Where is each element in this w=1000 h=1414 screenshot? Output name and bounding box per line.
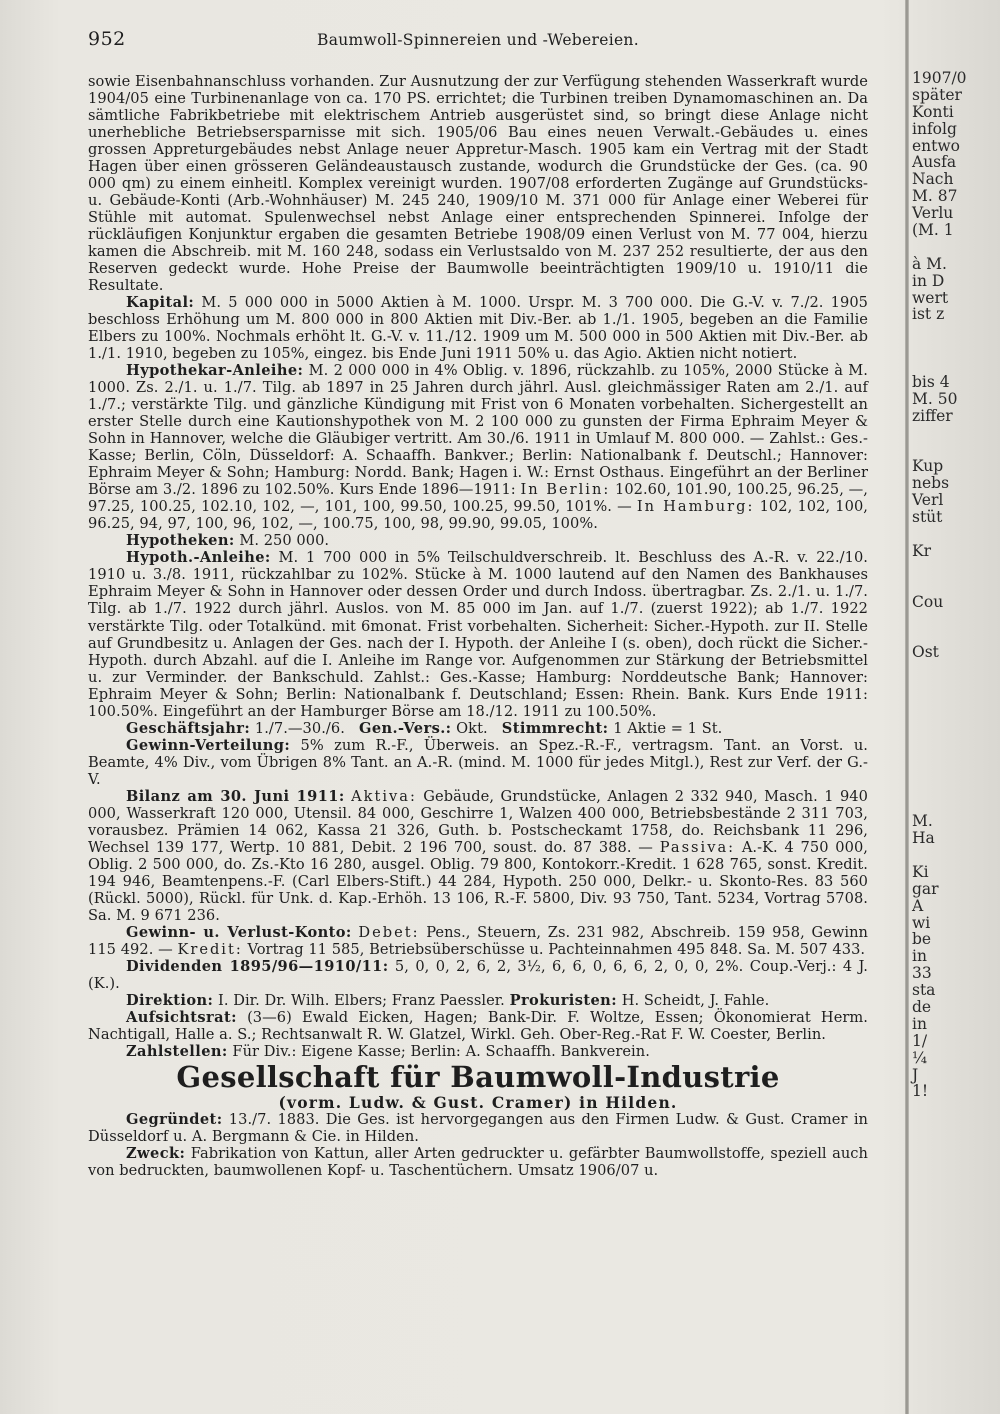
- adjacent-line: 1907/0: [912, 69, 967, 87]
- dividenden-entry: [88, 958, 868, 992]
- kurs-values-hamburg: 102, 102, 100, 96.25, 94, 97, 100, 96, 102, —, 100.75, 100, 98, 99.90, 99.05, 100%.: [88, 498, 868, 533]
- adjacent-line: [912, 763, 1000, 780]
- page-number: 952: [88, 28, 126, 50]
- bilanz-label: Bilanz am 30. Juni 1911:: [126, 787, 345, 805]
- adjacent-line: nebs: [912, 474, 950, 493]
- adjacent-line: 1!: [912, 1082, 929, 1101]
- adjacent-line: [912, 1117, 1000, 1134]
- hypotheken-label: Hypotheken:: [126, 532, 235, 550]
- dividenden-label: Dividenden 1895/96—1910/11:: [126, 957, 389, 975]
- adjacent-line: sta: [912, 981, 936, 1000]
- kredit-label: Kredit:: [177, 940, 243, 958]
- adjacent-line: [912, 627, 1000, 644]
- adjacent-line: [912, 847, 1000, 864]
- adjacent-line: M.: [912, 812, 933, 831]
- adjacent-line: [912, 357, 1000, 374]
- adjacent-line: A: [912, 896, 924, 915]
- adjacent-line: in: [912, 947, 927, 966]
- zweck-entry: [88, 1145, 868, 1179]
- hypothekar-anleihe-label: Hypothekar-Anleihe:: [126, 362, 304, 380]
- adjacent-line: Kr: [912, 541, 931, 560]
- adjacent-line: 33: [912, 964, 932, 983]
- adjacent-line: [912, 661, 1000, 678]
- hypoth-anleihe-text: M. 1 700 000 in 5% Teilschuldverschreib. lt. Beschluss des A.-R. v. 22./10. 1910 u. 3./8. 1911, rückzahlbar zu 102%. Stücke à M. 1000 lautend auf den Namen des Bankhauses Ephraim Meyer & Sohn in Hannover oder dessen Order und durch Indoss. übertragbar. Zs. 2./1. u. 1./7. Tilg. ab 1./7. 1922 durch jährl. Auslos. von M. 85 000 im Jan. auf 1./7. (zuerst 1922); ab 1./7. 1922 verstärkte Tilg. oder Totalkünd. mit 6monat. Frist vorbehalten. Sicherheit: Sicher.-Hypoth. zur II. Stelle auf Grundbesitz u. Anlagen der Ges. nach der I. Hypoth. der Anleihe I (s. oben), doch rückt die Sicher.-Hypoth. durch Abzahl. auf die I. Anleihe im Range vor. Aufgenommen zur Stärkung der Betriebsmittel u. zur Verminder. der Bankschuld. Zahlst.: Ges.-Kasse; Hamburg: Norddeutsche Bank; Hannover: Ephraim Meyer & Sohn; Berlin: Nationalbank f. Deutschland; Essen: Rhein. Bank. Kurs Ende 1911: 100.50%. Eingeführt an der Hamburger Börse am 18./12. 1911 zu 100.50%.: [88, 549, 868, 720]
- hypotheken-text: M. 250 000.: [239, 532, 330, 550]
- adjacent-line: [912, 712, 1000, 729]
- intro-paragraph: sowie Eisenbahnanschluss vorhanden. Zur Ausnutzung der zur Verfügung stehenden Wasserkraft wurde 1904/05 eine Turbinenanlage von ca. 170 PS. errichtet; die Turbinen treiben Dynamomaschinen an. Da sämtliche Fabrikbetriebe mit elektrischem Antrieb ausgerüstet sind, so bringt diese Anlage nicht unerhebliche Betriebsersparnisse mit sich. 1905/06 Bau eines neuen Verwalt.-Gebäudes u. eines grossen Appreturgebäudes nebst Anlage neuer Appretur-Masch. 1905 kam ein Vertrag mit der Stadt Hagen über einen grösseren Geländeaustausch zustande, wodurch die Grundstücke der Ges. (ca. 90 000 qm) zu einem einheitl. Komplex vereinigt wurden. 1907/08 erforderten Zugänge auf Grundstücks- u. Gebäude-Konti (Arb.-Wohnhäuser) M. 245 240, 1909/10 M. 371 000 für Anlage einer Weberei für Stühle mit automat. Spulenwechsel nebst Anlage einer entsprechenden Spinnerei. Infolge der rückläufigen Konjunktur ergaben die gesamten Betriebe 1908/09 einen Verlust von M. 77 004, hierzu kamen die Abschreib. mit M. 160 248, sodass ein Verlustsaldo von M. 237 252 resultierte, der aus den Reserven gedeckt wurde. Hohe Preise der Baumwolle beeinträchtigten 1909/10 u. 1910/11 die Resultate.: [88, 73, 868, 295]
- kurs-city-berlin: In Berlin:: [520, 481, 611, 499]
- main-column: [88, 73, 868, 1179]
- adjacent-line: [912, 695, 1000, 712]
- hypothekar-anleihe-text: M. 2 000 000 in 4% Oblig. v. 1896, rückzahlb. zu 105%, 2000 Stücke à M. 1000. Zs. 2./1. u. 1./7. Tilg. ab 1897 in 25 Jahren durch jährl. Ausl. gleichmässiger Raten am 2./1. auf 1./7.; verstärkte Tilg. und gänzliche Kündigung mit Frist von 6 Monaten vorbehalten. Sichergestellt an erster Stelle durch eine Kautionshypothek von M. 2 100 000 zu gunsten der Firma Ephraim Meyer & Sohn in Hannover, welche die Gläubiger vertritt. Am 30./6. 1911 in Umlauf M. 800 000. — Zahlst.: Ges.-Kasse; Berlin, Cöln, Düsseldorf: A. Schaaffh. Bankver.; Berlin: Nationalbank f. Deutschl.; Hannover: Ephraim Meyer & Sohn; Hamburg: Nordd. Bank; Hagen i. W.: Ernst Osthaus. Eingeführt an der Berliner Börse am 3./2. 1896 zu 102.50%. Kurs Ende 1896—1911:: [88, 362, 868, 499]
- adjacent-line: [912, 442, 1000, 459]
- aktiva-text: Gebäude, Grundstücke, Anlagen 2 332 940, Masch. 1 940 000, Wasserkraft 120 000, Utensil. 84 000, Geschirre 1, Walzen 400 000, Betriebsbestände 2 311 703, vorausbez. Prämien 14 062, Kassa 21 326, Guth. b. Postscheckamt 1758, do. Reichsbank 11 296, Wechsel 139 177, Wertp. 10 881, Debit. 2 196 700, soust. do. 87 388. —: [88, 787, 868, 856]
- adjacent-line: [912, 1168, 1000, 1185]
- adjacent-line: [912, 729, 1000, 746]
- hypothekar-anleihe-entry: [88, 362, 868, 532]
- adjacent-line: Kup: [912, 457, 944, 476]
- zweck-text: Fabrikation von Kattun, aller Arten gedruckter u. gefärbter Baumwollstoffe, speziell auch von bedruckten, baumwollenen Kopf- u. Taschentüchern. Umsatz 1906/07 u.: [88, 1144, 868, 1179]
- adjacent-line: J: [912, 1065, 919, 1084]
- adjacent-line: stüt: [912, 508, 943, 527]
- geschaeftsjahr-text: 1./7.—30./6.: [254, 719, 345, 737]
- adjacent-line: entwo: [912, 136, 960, 155]
- guv-entry: [88, 924, 868, 958]
- adjacent-line: [912, 239, 1000, 256]
- adjacent-line: [912, 1100, 1000, 1117]
- gewinn-verteilung-entry: [88, 737, 868, 788]
- adjacent-line: bis 4: [912, 373, 950, 392]
- debet-label: Debet:: [358, 923, 420, 941]
- adjacent-line: Konti: [912, 102, 954, 121]
- adjacent-line: [912, 678, 1000, 695]
- zahlstellen-label: Zahlstellen:: [126, 1042, 228, 1060]
- gewinn-verteilung-label: Gewinn-Verteilung:: [126, 736, 291, 754]
- kurs-city-hamburg: In Hamburg:: [636, 498, 755, 516]
- page-header: [88, 28, 868, 54]
- adjacent-line: wi: [912, 913, 931, 932]
- bilanz-entry: [88, 788, 868, 924]
- adjacent-line: [912, 779, 1000, 796]
- adjacent-line: gar: [912, 879, 939, 898]
- gegruendet-text: 13./7. 1883. Die Ges. ist hervorgegangen aus den Firmen Ludw. & Gust. Cramer in Düsseldorf u. A. Bergmann & Cie. in Hilden.: [88, 1110, 868, 1145]
- zahlstellen-entry: [88, 1043, 868, 1060]
- guv-label: Gewinn- u. Verlust-Konto:: [126, 923, 352, 941]
- adjacent-line: [912, 323, 1000, 340]
- adjacent-line: ziffer: [912, 406, 953, 425]
- zweck-label: Zweck:: [126, 1144, 186, 1162]
- direktion-label: Direktion:: [126, 991, 214, 1009]
- adjacent-line: M. 87: [912, 187, 958, 206]
- adjacent-line: Ausfa: [912, 153, 957, 172]
- geschaeftsjahr-entry: [88, 720, 868, 737]
- passiva-label: Passiva:: [659, 838, 736, 856]
- direktion-text: I. Dir. Dr. Wilh. Elbers; Franz Paessler.: [218, 991, 505, 1009]
- adjacent-line: in D: [912, 271, 945, 290]
- adjacent-line: M. 50: [912, 389, 958, 408]
- gewinn-verteilung-text: 5% zum R.-F., Überweis. an Spez.-R.-F., vertragsm. Tant. an Vorst. u. Beamte, 4% Div., vom Übrigen 8% Tant. an A.-R. (mind. M. 1000 für jedes Mitgl.), Rest zur Verf. der G.-V.: [88, 736, 868, 788]
- adjacent-line: à M.: [912, 254, 947, 273]
- hypoth-anleihe-label: Hypoth.-Anleihe:: [126, 549, 271, 567]
- company-title: Gesellschaft für Baumwoll-Industrie: [176, 1059, 780, 1094]
- adjacent-line: [912, 425, 1000, 442]
- kredit-text: Vortrag 11 585, Betriebsüberschüsse u. Pachteinnahmen 495 848. Sa. M. 507 433.: [247, 940, 866, 958]
- gen-vers-text: Okt.: [456, 719, 488, 737]
- adjacent-line: ist z: [912, 305, 945, 324]
- gen-vers-label: Gen.-Vers.:: [358, 719, 452, 737]
- adjacent-line: [912, 746, 1000, 763]
- adjacent-line: ¼: [912, 1048, 928, 1067]
- hypotheken-entry: [88, 532, 868, 549]
- company-subtitle: (vorm. Ludw. & Gust. Cramer) in Hilden.: [278, 1092, 678, 1112]
- hypoth-anleihe-entry: [88, 549, 868, 719]
- gegruendet-label: Gegründet:: [126, 1110, 223, 1128]
- direktion-entry: [88, 992, 868, 1009]
- adjacent-line: Cou: [912, 592, 944, 611]
- adjacent-line: Ha: [912, 829, 935, 848]
- stimmrecht-text: 1 Aktie = 1 St.: [613, 719, 723, 737]
- adjacent-line: be: [912, 930, 932, 949]
- adjacent-line: in: [912, 1014, 927, 1033]
- geschaeftsjahr-label: Geschäftsjahr:: [126, 719, 251, 737]
- adjacent-line: Verl: [912, 491, 944, 510]
- adjacent-line: (M. 1: [912, 221, 954, 240]
- kapital-label: Kapital:: [126, 294, 195, 312]
- stimmrecht-label: Stimmrecht:: [501, 719, 609, 737]
- zahlstellen-text: Für Div.: Eigene Kasse; Berlin: A. Schaaffh. Bankverein.: [232, 1042, 650, 1060]
- kapital-entry: [88, 294, 868, 362]
- prokuristen-text: H. Scheidt, J. Fahle.: [621, 991, 770, 1009]
- adjacent-line: wert: [912, 288, 949, 307]
- adjacent-line: [912, 340, 1000, 357]
- aufsichtsrat-label: Aufsichtsrat:: [126, 1008, 237, 1026]
- adjacent-line: [912, 796, 1000, 813]
- running-title: Baumwoll-Spinnereien und -Webereien.: [317, 31, 639, 49]
- adjacent-line: [912, 1134, 1000, 1151]
- adjacent-line: [912, 577, 1000, 594]
- gegruendet-entry: [88, 1111, 868, 1145]
- adjacent-line: später: [912, 85, 962, 104]
- adjacent-line: [912, 611, 1000, 628]
- book-gutter: [905, 0, 909, 1414]
- kurs-values-berlin: 102.60, 101.90, 100.25, 96.25, —, 97.25, 100.25, 102.10, 102, —, 101, 100, 99.50, 100.25, 99.50, 101%. —: [88, 481, 868, 516]
- adjacent-line: Ost: [912, 643, 939, 662]
- debet-text: Pens., Steuern, Zs. 231 982, Abschreib. 159 958, Gewinn 115 492. —: [88, 923, 868, 958]
- aufsichtsrat-text: (3—6) Ewald Eicken, Hagen; Bank-Dir. F. Woltze, Essen; Ökonomierat Herm. Nachtigall, Halle a. S.; Rechtsanwalt R. W. Glatzel, Wirkl. Geh. Ober-Reg.-Rat F. W. Coester, Berlin.: [88, 1008, 868, 1043]
- adjacent-line: Nach: [912, 170, 954, 189]
- adjacent-line: infolg: [912, 119, 957, 138]
- dividenden-text: 5, 0, 0, 2, 6, 2, 3½, 6, 6, 0, 6, 6, 2, 0, 0, 2%. Coup.-Verj.: 4 J. (K.).: [88, 957, 868, 992]
- adjacent-line: [912, 526, 1000, 543]
- adjacent-line: 1/: [912, 1031, 928, 1050]
- kapital-text: M. 5 000 000 in 5000 Aktien à M. 1000. Urspr. M. 3 700 000. Die G.-V. v. 7./2. 1905 beschloss Erhöhung um M. 800 000 in 800 Aktien mit Div.-Ber. ab 1./1. 1905, begeben an die Familie Elbers zu 100%. Nochmals erhöht lt. G.-V. v. 11./12. 1909 um M. 500 000 in 500 Aktien mit Div.-Ber. ab 1./1. 1910, begeben zu 105%, eingez. bis Ende Juni 1911 50% u. das Agio. Aktien nicht notiert.: [88, 294, 868, 363]
- aufsichtsrat-entry: [88, 1009, 868, 1043]
- passiva-text: A.-K. 4 750 000, Oblig. 2 500 000, do. Zs.-Kto 16 280, ausgel. Oblig. 79 800, Kontokorr.-Kredit. 1 628 765, sonst. Kredit. 194 946, Beamtenpens.-F. (Carl Elbers-Stift.) 44 284, Hypoth. 250 000, Delkr.- u. Skonto-Res. 83 560 (Rückl. 5000), Rückl. für Unk. d. Kap.-Erhöh. 13 106, R.-F. 5800, Div. 93 750, Tant. 5234, Vortrag 5708. Sa. M. 9 671 236.: [88, 838, 868, 924]
- adjacent-line: [912, 1151, 1000, 1168]
- adjacent-line: Ki: [912, 862, 929, 881]
- aktiva-label: Aktiva:: [351, 787, 417, 805]
- prokuristen-label: Prokuristen:: [509, 991, 617, 1009]
- adjacent-line: Verlu: [912, 204, 954, 223]
- adjacent-line: de: [912, 997, 932, 1016]
- adjacent-page-fragment: [912, 69, 1000, 1101]
- adjacent-line: [912, 560, 1000, 577]
